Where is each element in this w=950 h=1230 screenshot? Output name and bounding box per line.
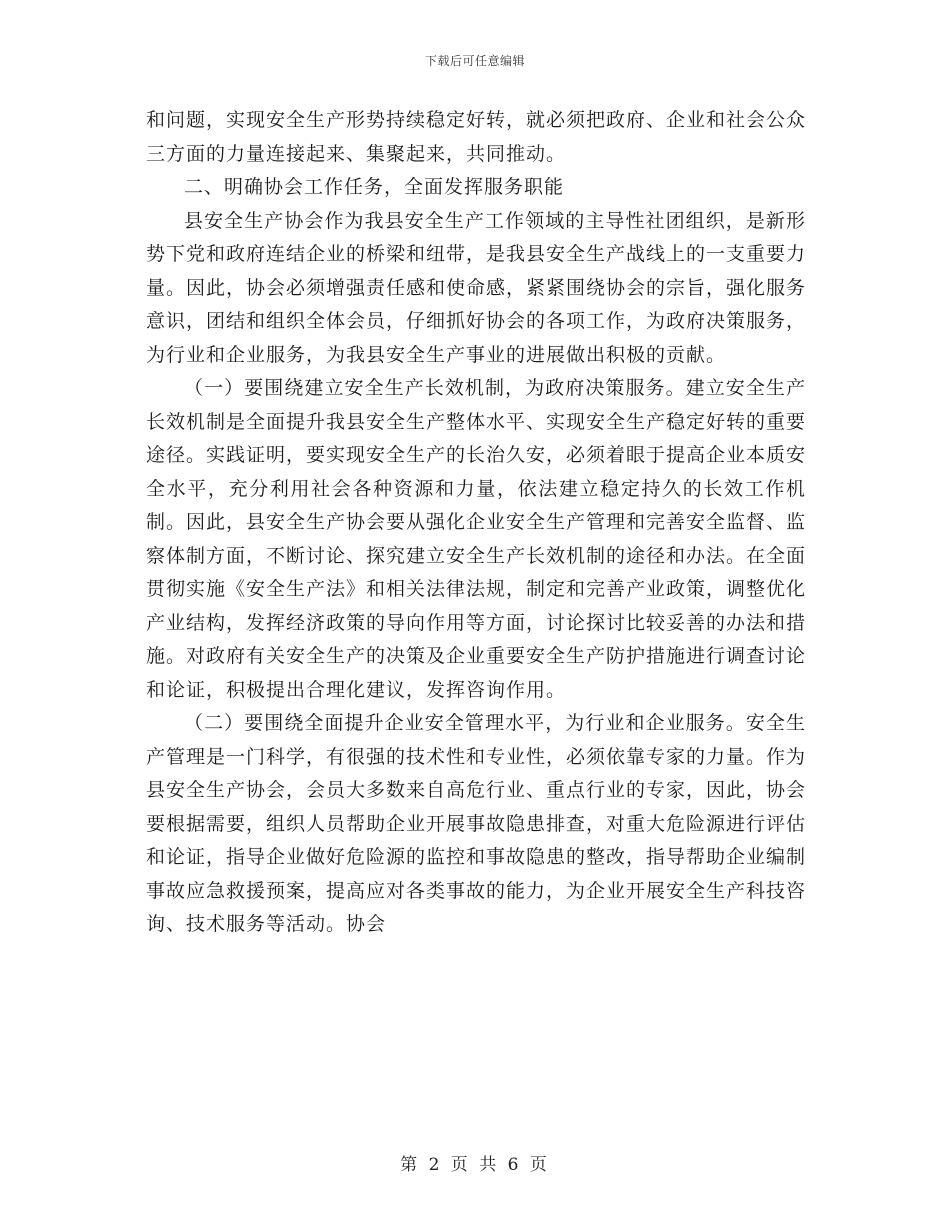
document-body (146, 104, 806, 942)
paragraph: 县安全生产协会作为我县安全生产工作领域的主导性社团组织，是新形势下党和政府连结企业的桥梁和纽带，是我县安全生产战线上的一支重要力量。因此，协会必须增强责任感和使命感，紧紧围绕协会的宗旨，强化服务意识，团结和组织全体会员，仔细抓好协会的各项工作，为政府决策服务，为行业和企业服务，为我县安全生产事业的进展做出积极的贡献。 (146, 209, 807, 366)
page-footer: 第 2 页 共 6 页 (400, 1155, 550, 1175)
page-header: 下载后可任意编辑 (424, 54, 525, 68)
paragraph-continuation: 和问题，实现安全生产形势持续稳定好转，就必须把政府、企业和社会公众三方面的力量连接起来、集聚起来，共同推动。 (146, 109, 807, 165)
paragraph: （一）要围绕建立安全生产长效机制，为政府决策服务。建立安全生产长效机制是全面提升我县安全生产整体水平、实现安全生产稳定好转的重要途径。实践证明，要实现安全生产的长治久安，必须着眼于提高企业本质安全水平，充分利用社会各种资源和力量，依法建立稳定持久的长效工作机制。因此，县安全生产协会要从强化企业安全生产管理和完善安全监督、监察体制方面，不断讨论、探究建立安全生产长效机制的途径和办法。在全面贯彻实施《安全生产法》和相关法律法规，制定和完善产业政策，调整优化产业结构，发挥经济政策的导向作用等方面，讨论探讨比较妥善的办法和措施。对政府有关安全生产的决策及企业重要安全生产防护措施进行调查讨论和论证，积极提出合理化建议，发挥咨询作用。 (146, 377, 807, 701)
section-heading: 二、明确协会工作任务，全面发挥服务职能 (184, 176, 565, 198)
paragraph: （二）要围绕全面提升企业安全管理水平，为行业和企业服务。安全生产管理是一门科学，有很强的技术性和专业性，必须依靠专家的力量。作为县安全生产协会，会员大多数来自高危行业、重点行业的专家，因此，协会要根据需要，组织人员帮助企业开展事故隐患排查，对重大危险源进行评估和论证，指导企业做好危险源的监控和事故隐患的整改，指导帮助企业编制事故应急救援预案，提高应对各类事故的能力，为企业开展安全生产科技咨询、技术服务等活动。协会 (146, 712, 807, 935)
